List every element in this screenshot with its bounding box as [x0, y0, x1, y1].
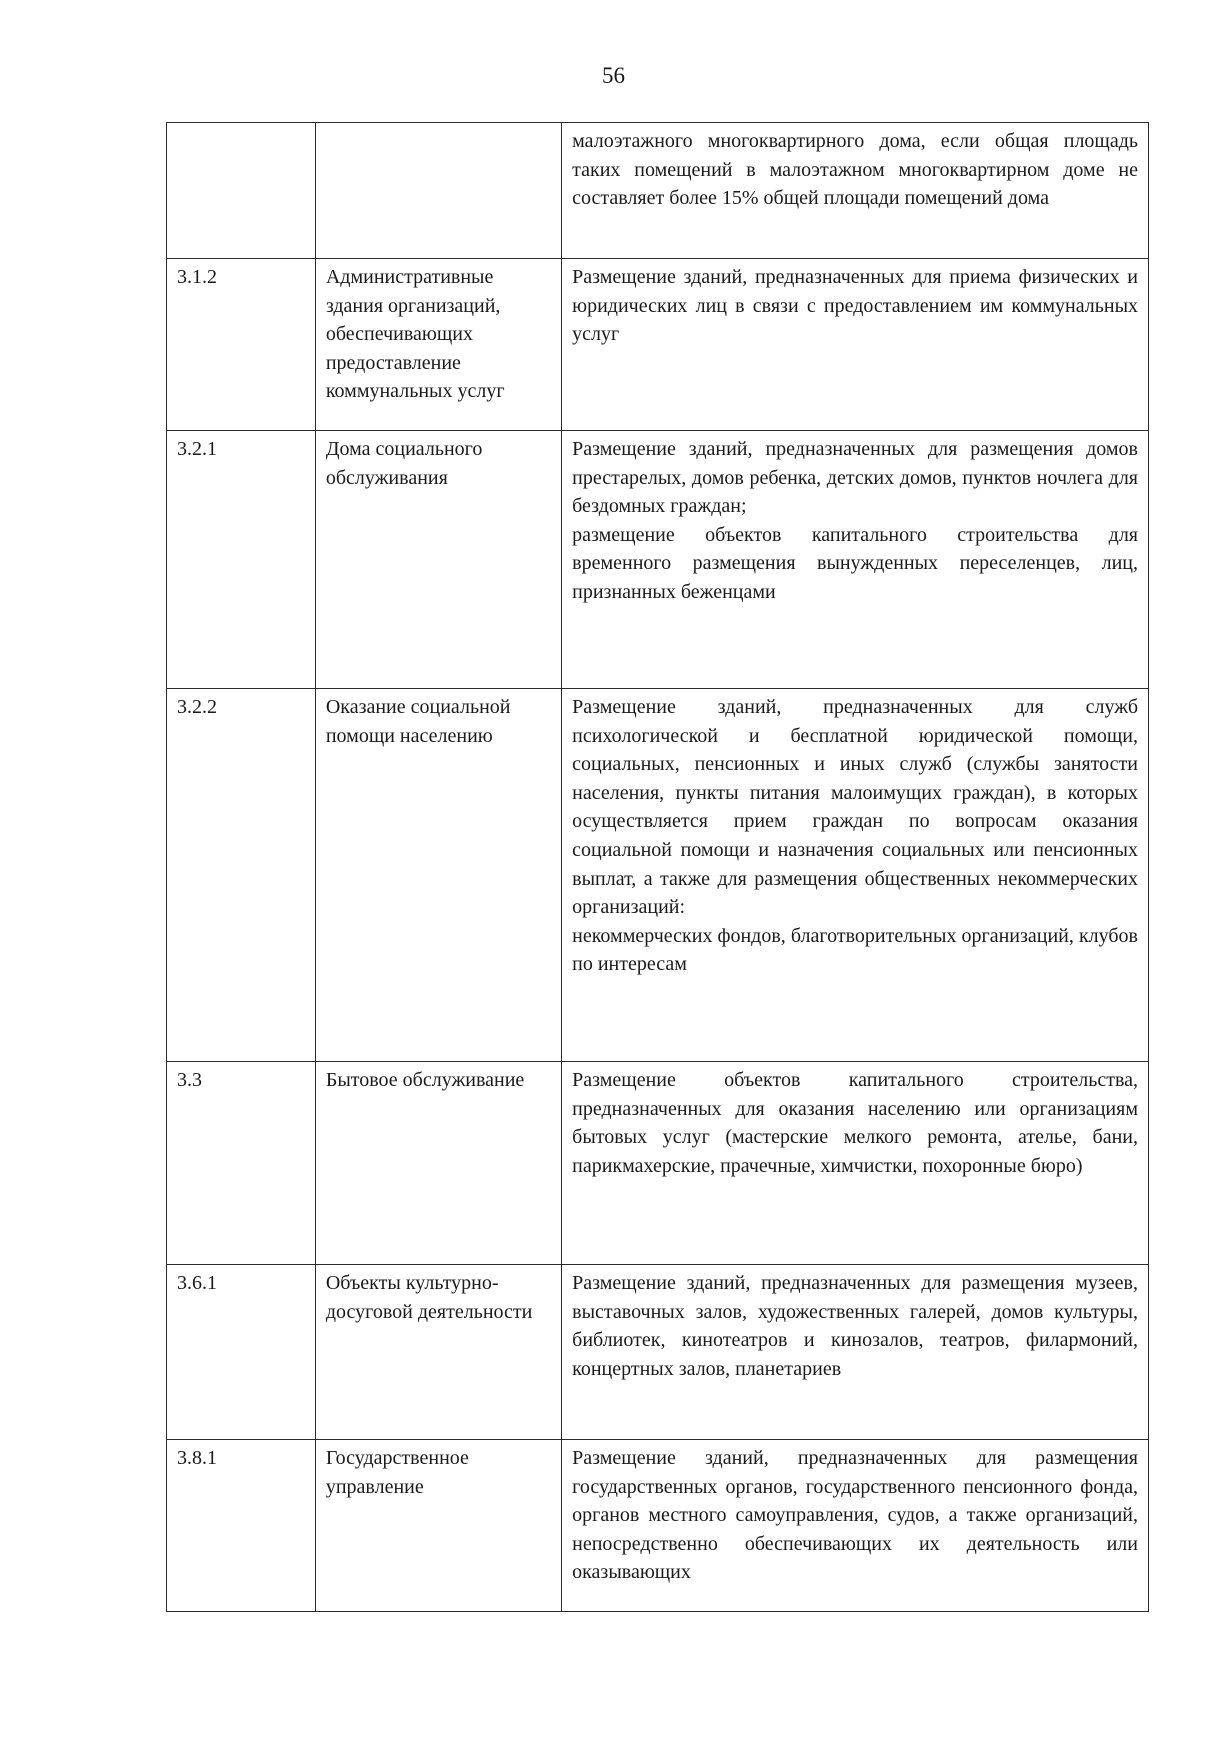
row-name: Оказание социальной помощи населению: [315, 689, 561, 1062]
row-name: Бытовое обслуживание: [315, 1062, 561, 1265]
description-paragraph: Размещение зданий, предназначенных для размещения государственных органов, государственного пенсионного фонда, органов местного самоуправления, судов, а также организаций, непосредственно обеспечивающих их деятельность или оказывающих: [572, 1447, 1138, 1584]
row-code: [167, 123, 316, 259]
row-description: [562, 123, 1149, 259]
row-description: [562, 259, 1149, 431]
row-description: [562, 431, 1149, 689]
table-row: [167, 1265, 1149, 1440]
page-number: 56: [602, 63, 625, 88]
table-row: [167, 1440, 1149, 1612]
table-row: [167, 259, 1149, 431]
row-code: 3.2.1: [167, 431, 316, 689]
description-paragraph: Размещение зданий, предназначенных для приема физических и юридических лиц в связи с предоставлением им коммунальных услуг: [572, 266, 1138, 346]
description-paragraph: Размещение зданий, предназначенных для размещения домов престарелых, домов ребенка, детских домов, пунктов ночлега для бездомных граждан;: [572, 438, 1138, 518]
land-use-table: [166, 122, 1149, 1612]
description-paragraph: размещение объектов капитального строительства для временного размещения вынужденных переселенцев, лиц, признанных беженцами: [572, 523, 1138, 603]
row-name: [315, 123, 561, 259]
row-description: [562, 1062, 1149, 1265]
row-code: 3.8.1: [167, 1440, 316, 1612]
table-row: [167, 689, 1149, 1062]
row-name: Государственное управление: [315, 1440, 561, 1612]
row-description: [562, 689, 1149, 1062]
row-name: Дома социального обслуживания: [315, 431, 561, 689]
row-code: 3.2.2: [167, 689, 316, 1062]
row-name: Объекты культурно-досуговой деятельности: [315, 1265, 561, 1440]
row-description: [562, 1440, 1149, 1612]
description-paragraph: некоммерческих фондов, благотворительных организаций, клубов по интересам: [572, 924, 1138, 976]
row-description: [562, 1265, 1149, 1440]
row-code: 3.3: [167, 1062, 316, 1265]
row-code: 3.1.2: [167, 259, 316, 431]
row-name: Административные здания организаций, обеспечивающих предоставление коммунальных услуг: [315, 259, 561, 431]
table-row: [167, 123, 1149, 259]
description-paragraph: Размещение зданий, предназначенных для размещения музеев, выставочных залов, художественных галерей, домов культуры, библиотек, кинотеатров и кинозалов, театров, филармоний, концертных залов, планетариев: [572, 1272, 1138, 1380]
description-paragraph: малоэтажного многоквартирного дома, если общая площадь таких помещений в малоэтажном многоквартирном доме не составляет более 15% общей площади помещений дома: [572, 130, 1138, 210]
row-code: 3.6.1: [167, 1265, 316, 1440]
description-paragraph: Размещение зданий, предназначенных для служб психологической и бесплатной юридической помощи, социальных, пенсионных и иных служб (службы занятости населения, пункты питания малоимущих граждан), в которых осуществляется прием граждан по вопросам оказания социальной помощи и назначения социальных или пенсионных выплат, а также для размещения общественных некоммерческих организаций:: [572, 696, 1138, 919]
description-paragraph: Размещение объектов капитального строительства, предназначенных для оказания населению или организациям бытовых услуг (мастерские мелкого ремонта, ателье, бани, парикмахерские, прачечные, химчистки, похоронные бюро): [572, 1069, 1138, 1177]
table-row: [167, 1062, 1149, 1265]
table-row: [167, 431, 1149, 689]
